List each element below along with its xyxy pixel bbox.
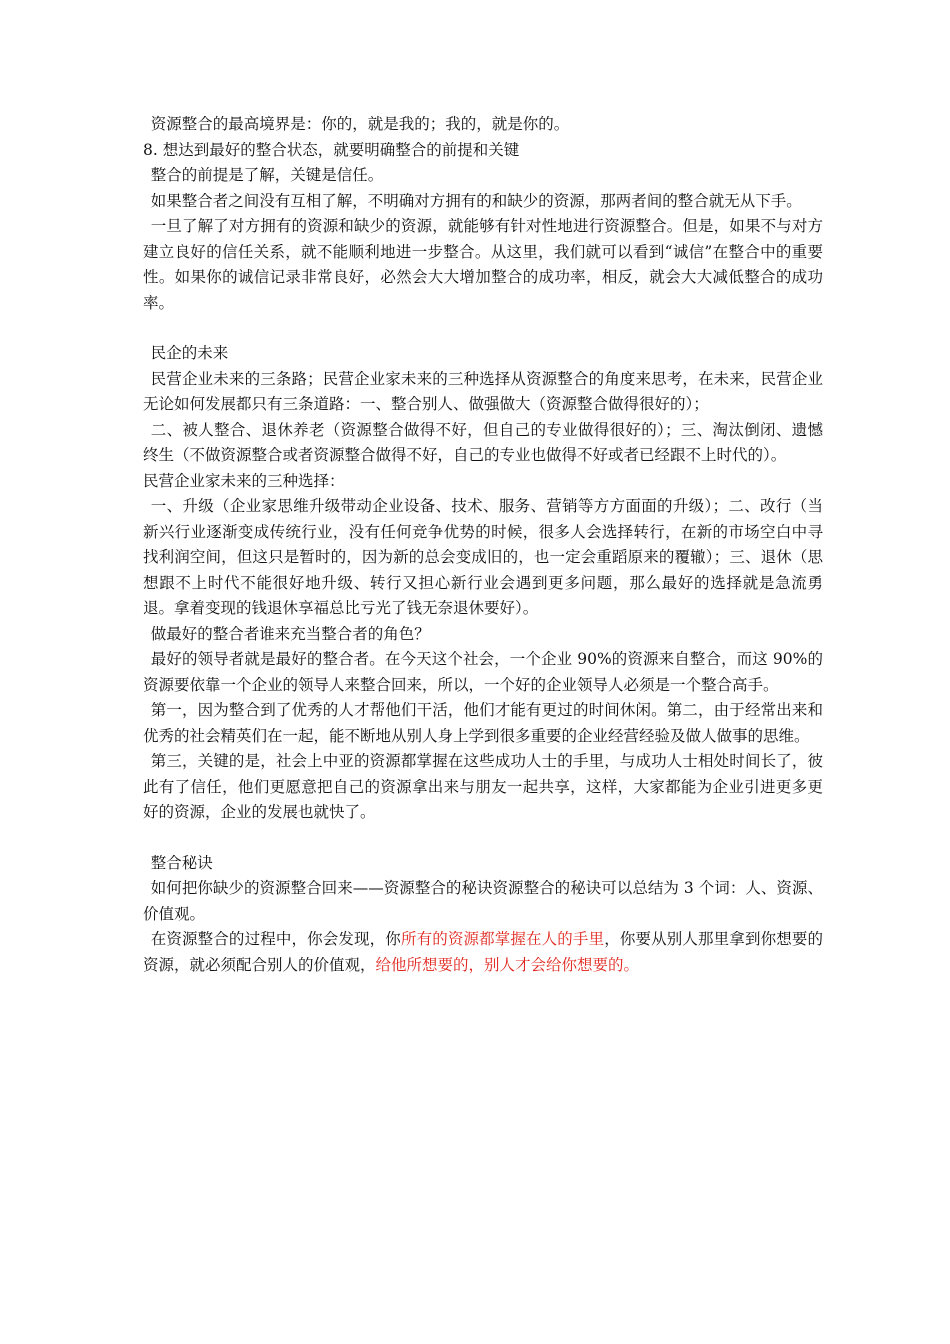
highlighted-text-resources-in-people: 所有的资源都掌握在人的手里 (400, 930, 605, 948)
section-heading-8: 8. 想达到最好的整合状态，就要明确整合的前提和关键 (143, 140, 520, 159)
paragraph-values (143, 927, 823, 978)
paragraph-three-roads: 民营企业未来的三条路；民营企业家未来的三种选择从资源整合的角度来思考，在未来，民营企业无论如何发展都只有三条道路：一、整合别人、做强做大（资源整合做得很好的）； (143, 369, 823, 413)
paragraph-three-words: 如何把你缺少的资源整合回来——资源整合的秘诀资源整合的秘诀可以总结为 3 个词：人、资源、价值观。 (143, 879, 823, 923)
paragraph-premise-key: 整合的前提是了解，关键是信任。 (150, 166, 384, 184)
paragraph-three-choices: 一、升级（企业家思维升级带动企业设备、技术、服务、营销等方方面面的升级）；二、改行（当新兴行业逐渐变成传统行业，没有任何竞争优势的时候，很多人会选择转行，在新的市场空白中寻找利润空间，但这只是暂时的，因为新的总会变成旧的，也一定会重蹈原来的覆辙）；三、退休（思想跟不上时代不能很好地升级、转行又担心新行业会遇到更多问题，那么最好的选择就是急流勇退。拿着变现的钱退休享福总比亏光了钱无奈退休要好）。 (143, 497, 823, 617)
paragraph-trust: 一旦了解了对方拥有的资源和缺少的资源，就能够有针对性地进行资源整合。但是，如果不与对方建立良好的信任关系，就不能顺利地进一步整合。从这里，我们就可以看到“诚信”在整合中的重要性。如果你的诚信记录非常良好，必然会大大增加整合的成功率，相反，就会大大减低整合的成功率。 (143, 217, 823, 312)
highlighted-text-give-to-get: 给他所想要的，别人才会给你想要的。 (375, 955, 640, 974)
paragraph-integration-ideal: 资源整合的最高境界是：你的，就是我的；我的，就是你的。 (150, 115, 570, 133)
spacer (143, 826, 823, 851)
heading-integration-secret: 整合秘诀 (150, 853, 213, 872)
paragraph-roads-continued: 二、被人整合、退休养老（资源整合做得不好，但自己的专业做得很好的）；三、淘汰倒闭、遗憾终生（不做资源整合或者资源整合做得不好，自己的专业也做得不好或者已经跟不上时代的）。 (143, 420, 823, 464)
text-run: ，你要从别人那里拿到你想要的资源，就必须配合别人的价值观， (143, 930, 823, 974)
paragraph-first-second: 第一，因为整合到了优秀的人才帮他们干活，他们才能有更过的时间休闲。第二，由于经常出来和优秀的社会精英们在一起，能不断地从别人身上学到很多重要的企业经营经验及做人做事的思维。 (143, 701, 823, 745)
heading-private-enterprise-future: 民企的未来 (150, 344, 229, 362)
paragraph-mutual-understanding: 如果整合者之间没有互相了解，不明确对方拥有的和缺少的资源，那两者间的整合就无从下手。 (150, 191, 802, 210)
paragraph-third: 第三，关键的是，社会上中亚的资源都掌握在这些成功人士的手里，与成功人士相处时间长了，彼此有了信任，他们更愿意把自己的资源拿出来与朋友一起共享，这样，大家都能为企业引进更多更好的资源，企业的发展也就快了。 (143, 752, 823, 821)
document-body (143, 112, 823, 978)
text-run: 在资源整合的过程中，你会发现，你 (150, 930, 401, 948)
paragraph-three-choices-title: 民营企业家未来的三种选择： (143, 471, 345, 490)
spacer (143, 316, 823, 341)
paragraph-best-integrator-question: 做最好的整合者谁来充当整合者的角色？ (150, 624, 430, 643)
paragraph-best-leader: 最好的领导者就是最好的整合者。在今天这个社会，一个企业 90%的资源来自整合，而这 90%的资源要依靠一个企业的领导人来整合回来，所以，一个好的企业领导人必须是一个整合高手。 (143, 650, 823, 694)
